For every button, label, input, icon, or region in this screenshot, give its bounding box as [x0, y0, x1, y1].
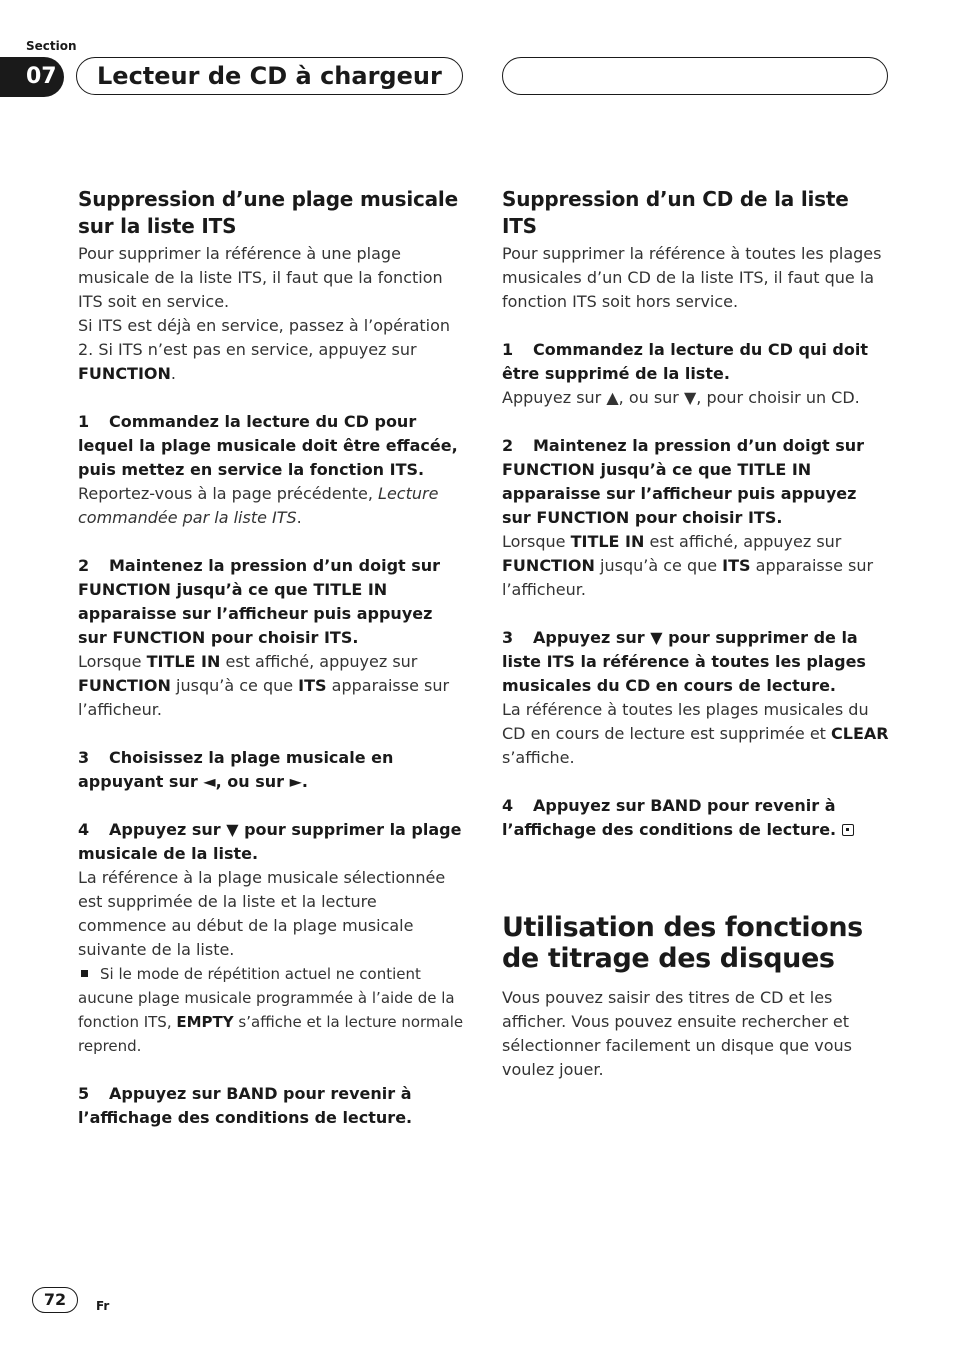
- section-number: 07: [0, 57, 64, 97]
- right-step-2-body: Lorsque TITLE IN est affiché, appuyez sur FUNCTION jusqu’à ce que ITS apparaisse sur l’afficheur.: [502, 532, 874, 599]
- big-body: Vous pouvez saisir des titres de CD et les afficher. Vous pouvez ensuite rechercher et sélectionner facilement un disque que vous voulez jouer.: [502, 988, 852, 1079]
- right-step-4: 4 Appuyez sur BAND pour revenir à l’affichage des conditions de lecture.: [502, 794, 890, 842]
- right-heading: Suppression d’un CD de la liste ITS: [502, 187, 849, 238]
- left-step-3: 3 Choisissez la plage musicale en appuyant sur ◄, ou sur ►.: [78, 748, 394, 791]
- left-step-2-body: Lorsque TITLE IN est affiché, appuyez sur FUNCTION jusqu’à ce que ITS apparaisse sur l’afficheur.: [78, 652, 450, 719]
- right-step-3: 3 Appuyez sur ▼ pour supprimer de la liste ITS la référence à toutes les plages musicales du CD en cours de lecture.: [502, 628, 866, 695]
- right-intro: Pour supprimer la référence à toutes les plages musicales d’un CD de la liste ITS, il faut que la fonction ITS soit hors service.: [502, 244, 882, 311]
- left-intro-2: Si ITS est déjà en service, passez à l’opération 2. Si ITS n’est pas en service, appuyez sur FUNCTION.: [78, 316, 451, 383]
- left-step-1: 1 Commandez la lecture du CD pour lequel la plage musicale doit être effacée, puis mettez en service la fonction ITS.: [78, 412, 458, 479]
- section-title: Lecteur de CD à chargeur: [76, 57, 463, 95]
- end-mark-icon: [842, 824, 854, 836]
- page-number: 72: [32, 1287, 78, 1313]
- language-code: Fr: [96, 1299, 110, 1313]
- right-step-2: 2 Maintenez la pression d’un doigt sur FUNCTION jusqu’à ce que TITLE IN apparaisse sur l’afficheur puis appuyez sur FUNCTION pour choisir ITS.: [502, 436, 865, 527]
- right-column: [502, 186, 890, 1082]
- left-step-1-body: Reportez-vous à la page précédente, Lecture commandée par la liste ITS.: [78, 484, 439, 527]
- section-label: Section: [26, 39, 77, 53]
- left-column: [78, 186, 466, 1130]
- left-step-2: 2 Maintenez la pression d’un doigt sur FUNCTION jusqu’à ce que TITLE IN apparaisse sur l’afficheur puis appuyez sur FUNCTION pour choisir ITS.: [78, 556, 441, 647]
- right-step-3-body: La référence à toutes les plages musicales du CD en cours de lecture est supprimée et CLEAR s’affiche.: [502, 700, 889, 767]
- left-heading: Suppression d’une plage musicale sur la liste ITS: [78, 187, 458, 238]
- right-step-1: 1 Commandez la lecture du CD qui doit être supprimé de la liste.: [502, 340, 868, 383]
- left-step-4-body: La référence à la plage musicale sélectionnée est supprimée de la liste et la lecture commence au début de la plage musicale suivante de la liste.: [78, 868, 446, 959]
- left-step-4: 4 Appuyez sur ▼ pour supprimer la plage musicale de la liste.: [78, 820, 462, 863]
- left-note: Si le mode de répétition actuel ne contient aucune plage musicale programmée à l’aide de la fonction ITS, EMPTY s’affiche et la lecture normale reprend.: [78, 965, 464, 1055]
- note-bullet-icon: [81, 970, 88, 977]
- header-blank-box: [502, 57, 888, 95]
- left-step-5: 5 Appuyez sur BAND pour revenir à l’affichage des conditions de lecture.: [78, 1084, 413, 1127]
- left-intro-1: Pour supprimer la référence à une plage musicale de la liste ITS, il faut que la fonction ITS soit en service.: [78, 244, 443, 311]
- big-heading: Utilisation des fonctions de titrage des disques: [502, 912, 863, 974]
- right-step-1-body: Appuyez sur ▲, ou sur ▼, pour choisir un CD.: [502, 388, 860, 407]
